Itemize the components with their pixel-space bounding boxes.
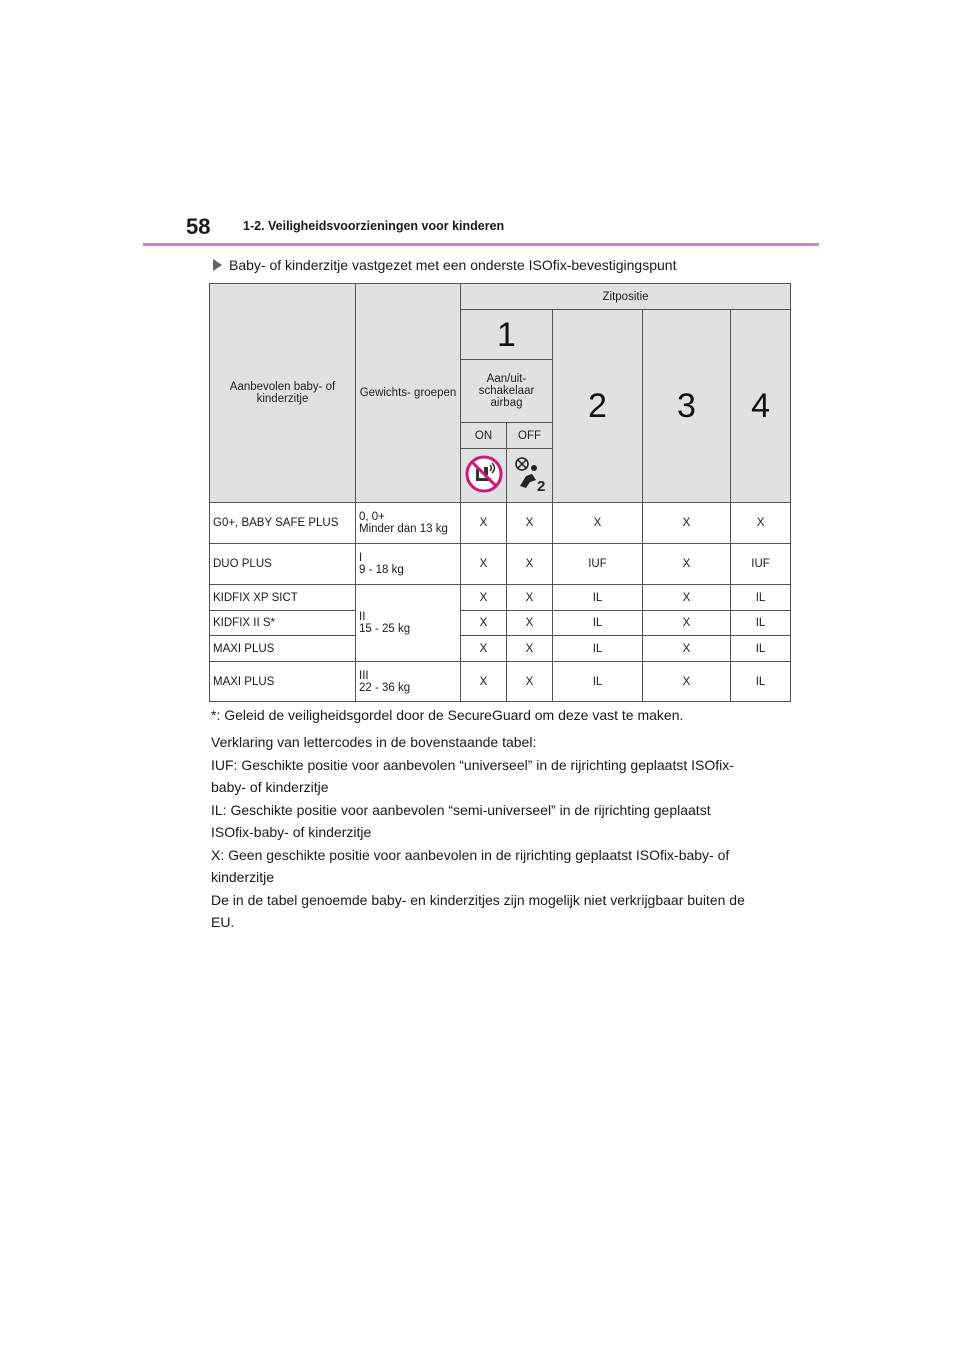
row-value-pos1-off: X [507, 662, 553, 702]
legend-intro: Verklaring van lettercodes in de bovenstaande tabel: [211, 734, 537, 750]
row-value-pos2: IL [553, 636, 643, 662]
row-value-pos2: IUF [553, 544, 643, 585]
isofix-seat-table [209, 283, 791, 702]
position-4-icon [731, 310, 791, 503]
svg-text:2: 2 [537, 478, 546, 494]
page-number: 58 [186, 214, 211, 239]
position-2-icon [553, 310, 643, 503]
row-value-pos4: X [731, 503, 791, 544]
row-value-pos1-on: X [461, 503, 507, 544]
section-title: 1-2. Veiligheidsvoorzieningen voor kinderen [243, 219, 505, 233]
row-group: I [359, 552, 363, 564]
row-value-pos1-off: X [507, 611, 553, 636]
row-weight: Minder dan 13 kg [359, 523, 448, 535]
row-value-pos2: IL [553, 662, 643, 702]
airbag-off-passenger-icon [507, 449, 553, 503]
triangle-bullet-icon [213, 259, 222, 271]
header-airbag-switch: Aan/uit- schakelaar airbag [461, 360, 553, 423]
row-value-pos3: X [643, 585, 731, 611]
row-weight-group [356, 662, 461, 702]
row-value-pos4: IL [731, 662, 791, 702]
row-value-pos1-on: X [461, 585, 507, 611]
rear-facing-prohibited-icon [461, 449, 507, 503]
row-seat-name: MAXI PLUS [210, 662, 356, 702]
row-value-pos4: IL [731, 611, 791, 636]
row-seat-name: KIDFIX II S* [210, 611, 356, 636]
position-number-1: 1 [497, 315, 516, 354]
header-seat: Aanbevolen baby- of kinderzitje [210, 284, 356, 503]
row-value-pos1-on: X [461, 636, 507, 662]
row-value-pos4: IL [731, 636, 791, 662]
row-seat-name: DUO PLUS [210, 544, 356, 585]
row-value-pos4: IUF [731, 544, 791, 585]
header-airbag-on: ON [461, 423, 507, 449]
row-value-pos1-off: X [507, 503, 553, 544]
row-value-pos1-off: X [507, 585, 553, 611]
row-weight-group [356, 503, 461, 544]
row-value-pos2: IL [553, 611, 643, 636]
legend-iuf: IUF: Geschikte positie voor aanbevolen “universeel” in de rijrichting geplaatst ISOfix-baby- of kinderzitje [211, 757, 734, 795]
subheading-text: Baby- of kinderzitje vastgezet met een onderste ISOfix-bevestigingspunt [229, 257, 677, 273]
row-value-pos2: X [553, 503, 643, 544]
position-number-3: 3 [677, 387, 696, 425]
row-value-pos3: X [643, 611, 731, 636]
subheading [213, 257, 676, 273]
row-seat-name: G0+, BABY SAFE PLUS [210, 503, 356, 544]
row-group: II [359, 611, 366, 623]
row-value-pos1-off: X [507, 544, 553, 585]
row-group: III [359, 669, 369, 682]
legend-x: X: Geen geschikte positie voor aanbevolen in de rijrichting geplaatst ISOfix-baby- of kinderzitje [211, 847, 730, 885]
position-number-4: 4 [751, 387, 770, 425]
row-value-pos1-off: X [507, 636, 553, 662]
legend-il: IL: Geschikte positie voor aanbevolen “semi-universeel” in de rijrichting geplaatst ISOfix-baby- of kinderzitje [211, 802, 711, 840]
row-weight-group [356, 544, 461, 585]
header-weight-group: Gewichts- groepen [356, 284, 461, 503]
row-value-pos3: X [643, 503, 731, 544]
row-value-pos3: X [643, 544, 731, 585]
row-value-pos4: IL [731, 585, 791, 611]
availability-note: De in de tabel genoemde baby- en kinderzitjes zijn mogelijk niet verkrijgbaar buiten de EU. [211, 892, 745, 930]
header-rule [143, 243, 819, 246]
header-airbag-off: OFF [507, 423, 553, 449]
row-weight: 15 - 25 kg [359, 623, 411, 635]
row-weight: 9 - 18 kg [359, 564, 404, 576]
row-group: 0, 0+ [359, 511, 385, 523]
row-weight-group [356, 585, 461, 662]
row-value-pos1-on: X [461, 662, 507, 702]
position-1-icon [461, 310, 553, 360]
row-value-pos2: IL [553, 585, 643, 611]
header-seat-position: Zitpositie [461, 284, 791, 310]
row-value-pos3: X [643, 662, 731, 702]
row-weight: 22 - 36 kg [359, 681, 411, 694]
row-seat-name: MAXI PLUS [210, 636, 356, 662]
footnote-secureguard: *: Geleid de veiligheidsgordel door de SecureGuard om deze vast te maken. [211, 707, 684, 723]
row-value-pos3: X [643, 636, 731, 662]
position-number-2: 2 [588, 387, 607, 425]
row-seat-name: KIDFIX XP SICT [210, 585, 356, 611]
row-value-pos1-on: X [461, 544, 507, 585]
position-3-icon [643, 310, 731, 503]
row-value-pos1-on: X [461, 611, 507, 636]
